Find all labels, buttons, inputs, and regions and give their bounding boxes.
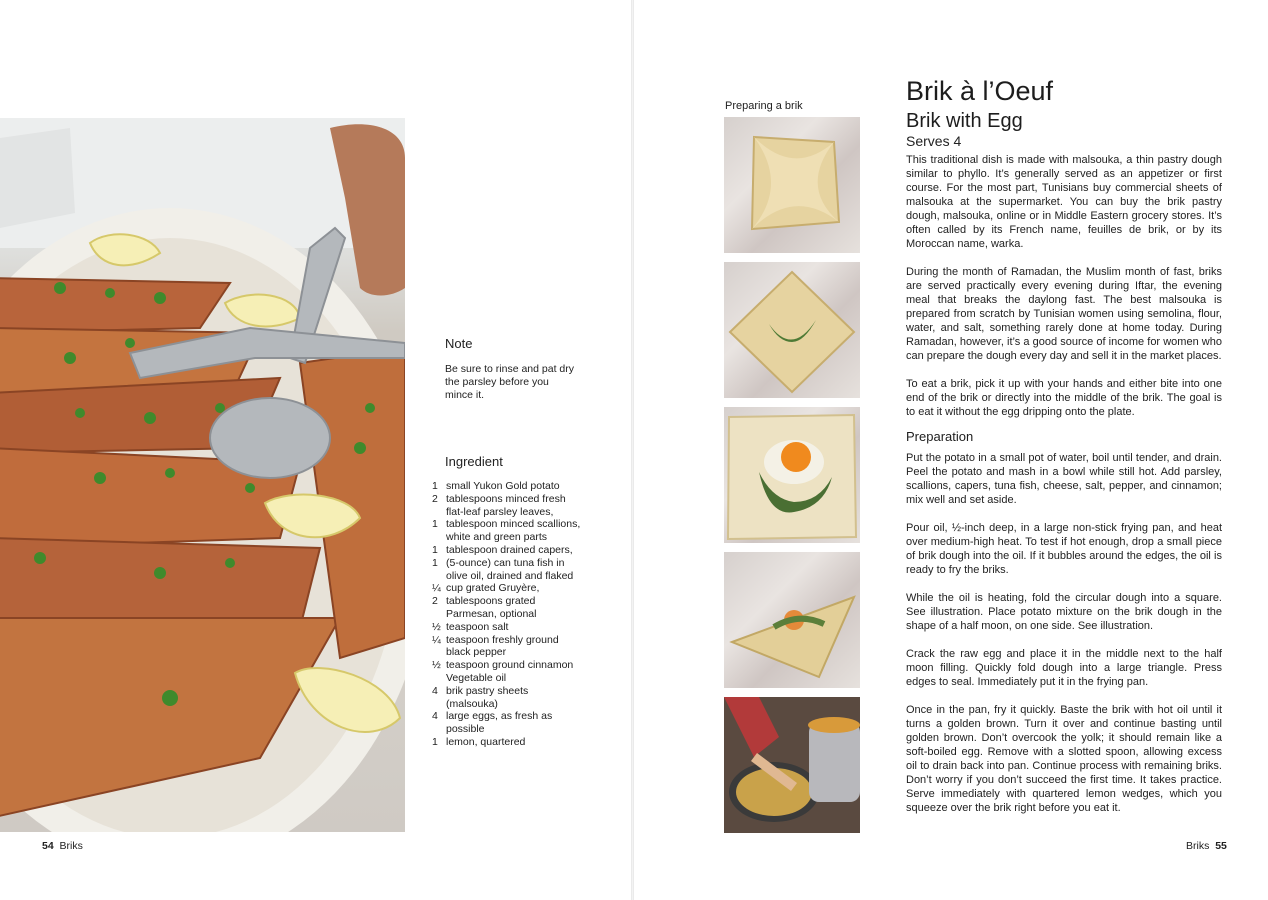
ingredient-qty: 2 xyxy=(432,595,438,608)
intro-paragraph: This traditional dish is made with malsouka, a thin pastry dough similar to phyllo. It’s generally served as an appetizer or first course. For the most part, Tunisians buy commercial sheets of malsouka at the supermarket. You can buy the brik pastry dough, malsouka, online or in Middle Eastern grocery stores. It’s often called by its French name, feuilles de brik, or by its Moroccan name, warka. xyxy=(906,154,1222,250)
ingredient-item xyxy=(432,582,582,595)
step-photo-square-fold xyxy=(724,117,860,253)
page-number: 55 xyxy=(1215,840,1227,852)
step-photo-triangle xyxy=(724,552,860,688)
ingredient-heading: Ingredient xyxy=(445,454,503,469)
ingredient-qty: ¼ xyxy=(432,582,441,595)
ingredient-qty: 4 xyxy=(432,710,438,723)
ingredient-list xyxy=(432,480,582,749)
ingredient-item xyxy=(432,634,582,660)
ingredient-qty: 4 xyxy=(432,684,438,697)
ingredient-qty: 1 xyxy=(432,543,438,556)
briks-platter-illustration xyxy=(0,118,405,832)
step-photo-egg xyxy=(724,407,860,543)
ingredient-text: tablespoon drained capers, xyxy=(446,543,573,556)
right-folio xyxy=(1186,840,1227,852)
ingredient-text: tablespoons grated Parmesan, optional xyxy=(446,595,537,620)
left-page xyxy=(0,0,632,900)
ingredient-qty xyxy=(432,672,446,685)
ingredient-item xyxy=(432,736,582,749)
ingredient-text: tablespoons minced fresh flat-leaf parsley leaves, xyxy=(446,492,566,518)
right-page xyxy=(634,0,1268,900)
ingredient-text: large eggs, as fresh as possible xyxy=(446,710,553,736)
ingredient-text: Vegetable oil xyxy=(446,671,507,684)
recipe-title-english: Brik with Egg xyxy=(906,110,1023,132)
ingredient-qty: ¼ xyxy=(432,633,441,646)
preparation-heading: Preparation xyxy=(906,429,974,444)
preparing-caption: Preparing a brik xyxy=(725,100,803,112)
ingredient-text: (5-ounce) can tuna fish in olive oil, drained and flaked xyxy=(446,556,574,582)
ingredient-qty: 1 xyxy=(432,735,438,748)
left-folio xyxy=(42,840,83,852)
ingredient-qty: ½ xyxy=(432,620,441,633)
note-heading: Note xyxy=(445,336,473,351)
recipe-title-french: Brik à l’Oeuf xyxy=(906,76,1054,106)
page-number: 54 xyxy=(42,840,54,852)
preparation-step: Put the potato in a small pot of water, boil until tender, and drain. Peel the potato and mash in a bowl while still hot. Add parsley, scallions, capers, tuna fish, cheese, salt, pepper, and cinnamon; mix well and set aside. xyxy=(906,452,1222,506)
ingredient-qty: ½ xyxy=(432,659,441,672)
serves-count: Serves 4 xyxy=(906,133,962,149)
ingredient-item xyxy=(432,544,582,557)
ingredient-text: tablespoon minced scallions, white and green parts xyxy=(446,518,581,544)
ingredient-text: teaspoon salt xyxy=(446,620,509,633)
ingredient-item xyxy=(432,595,582,621)
ingredient-item xyxy=(432,710,582,736)
fried-briks-photo xyxy=(0,118,405,832)
preparation-step: Once in the pan, fry it quickly. Baste the brik with hot oil until it turns a golden brown. Turn it over and continue basting until golden brown. Don’t overcook the yolk; it should remain like a soft-boiled egg. Remove with a slotted spoon, allowing excess oil to drain back into pan. Continue process with remaining briks. Don’t worry if you don’t succeed the first time. It takes practice. Serve immediately with quartered lemon wedges, which you squeeze over the brik right before you eat it. xyxy=(906,704,1222,814)
preparation-step: Crack the raw egg and place it in the middle next to the half moon filling. Quickly fold dough into a large triangle. Press edges to seal. Immediately put it in the frying pan. xyxy=(906,648,1222,688)
preparation-step: While the oil is heating, fold the circular dough into a square. See illustration. Place potato mixture on the brik dough in the shape of a half moon, on one side. See illustration. xyxy=(906,592,1222,632)
ingredient-qty: 2 xyxy=(432,492,438,505)
ingredient-item xyxy=(432,621,582,634)
section-name: Briks xyxy=(59,840,83,852)
ingredient-item xyxy=(432,480,582,493)
ingredient-text: cup grated Gruyère, xyxy=(446,582,540,595)
ingredient-qty: 1 xyxy=(432,518,438,531)
intro-paragraph: During the month of Ramadan, the Muslim month of fast, briks are served practically every evening during Iftar, the evening meal that breaks the daylong fast. The best malsouka is prepared from scratch by Tunisian women using semolina, flour, water, and salt, something rarely done at home today. During Ramadan, however, it’s a good source of income for women who can prepare the dough every day and sell it in the market places. xyxy=(906,266,1222,362)
preparation-step: Pour oil, ½-inch deep, in a large non-stick frying pan, and heat over medium-high heat. To test if hot enough, drop a small piece of brik dough into the oil. If it bubbles around the edges, the oil is ready to fry the briks. xyxy=(906,522,1222,576)
ingredient-item xyxy=(432,659,582,672)
ingredient-text: small Yukon Gold potato xyxy=(446,480,560,492)
ingredient-item xyxy=(432,557,582,583)
ingredient-text: teaspoon freshly ground black pepper xyxy=(446,633,559,659)
ingredient-text: teaspoon ground cinnamon xyxy=(446,659,574,672)
note-text: Be sure to rinse and pat dry the parsley before you mince it. xyxy=(445,363,574,401)
ingredient-qty: 1 xyxy=(432,480,438,492)
intro-paragraph: To eat a brik, pick it up with your hands and either bite into one end of the brik or directly into the middle of the brik. The goal is to eat it without the egg dripping onto the plate. xyxy=(906,378,1222,418)
ingredient-text: lemon, quartered xyxy=(446,735,526,748)
ingredient-text: brik pastry sheets (malsouka) xyxy=(446,684,529,710)
ingredient-item xyxy=(432,493,582,519)
recipe-body xyxy=(906,153,1222,829)
ingredient-item xyxy=(432,685,582,711)
ingredient-qty: 1 xyxy=(432,556,438,569)
section-name: Briks xyxy=(1186,840,1210,852)
ingredient-item xyxy=(432,518,582,544)
step-photo-filling xyxy=(724,262,860,398)
ingredient-item xyxy=(432,672,582,685)
step-photo-frying xyxy=(724,697,860,833)
